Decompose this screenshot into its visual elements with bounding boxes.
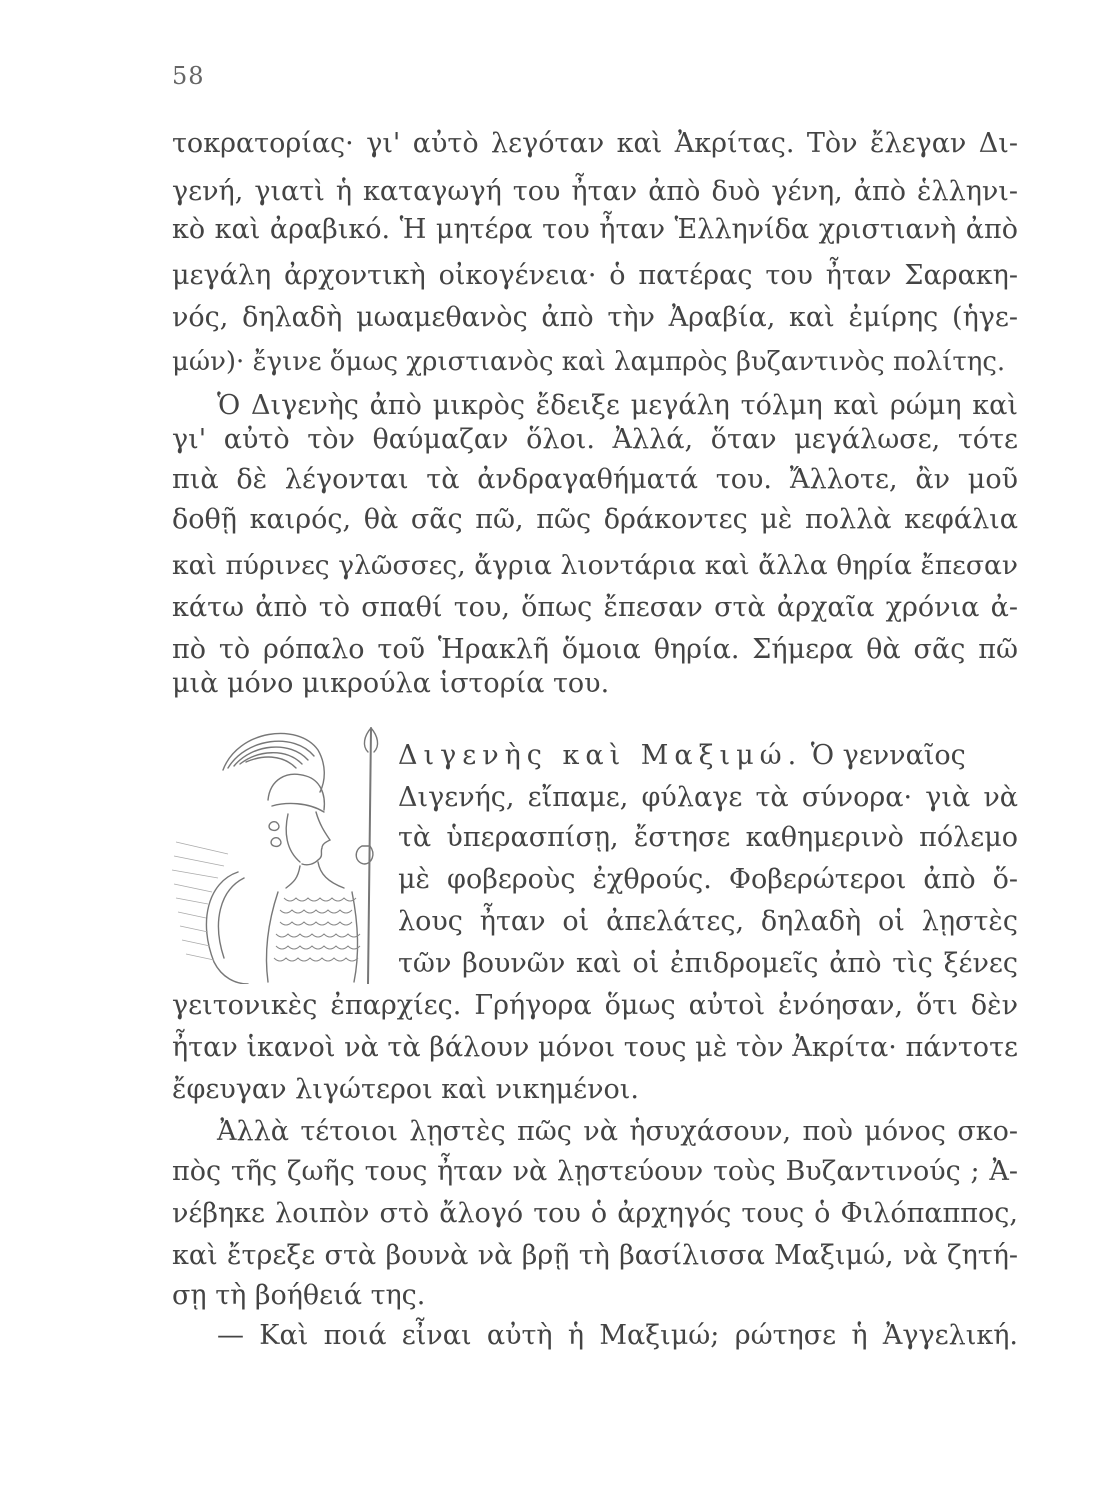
text-line: λους ἦταν οἱ ἀπελάτες, δηλαδὴ οἱ λῃστὲς: [398, 906, 1018, 937]
text-line: πὸς τῆς ζωῆς τους ἦταν νὰ λῃστεύουν τοὺς Βυζαντινούς ; Ἀ-: [172, 1156, 1018, 1187]
text-line: Διγενής, εἴπαμε, φύλαγε τὰ σύνορα· γιὰ νὰ: [398, 782, 1018, 813]
text-line: Ὁ Διγενὴς ἀπὸ μικρὸς ἔδειξε μεγάλη τόλμη καὶ ρώμη καὶ: [217, 390, 1018, 421]
text-line: τοκρατορίας· γι' αὐτὸ λεγόταν καὶ Ἀκρίτας. Τὸν ἔλεγαν Δι-: [172, 128, 1018, 159]
section-heading-line: [398, 738, 1018, 774]
text-line: γενή, γιατὶ ἡ καταγωγή του ἦταν ἀπὸ δυὸ γένη, ἀπὸ ἑλληνι-: [172, 176, 1018, 207]
text-line: ἔφευγαν λιγώτεροι καὶ νικημένοι.: [172, 1074, 639, 1105]
text-line: νός, δηλαδὴ μωαμεθανὸς ἀπὸ τὴν Ἀραβία, καὶ ἐμίρης (ἡγε-: [172, 302, 1018, 333]
text-line: νέβηκε λοιπὸν στὸ ἄλογό του ὁ ἀρχηγός τους ὁ Φιλόπαππος,: [172, 1198, 1018, 1229]
text-line: πιὰ δὲ λέγονται τὰ ἀνδραγαθήματά του. Ἄλλοτε, ἂν μοῦ: [172, 464, 1018, 495]
text-line: δοθῇ καιρός, θὰ σᾶς πῶ, πῶς δράκοντες μὲ πολλὰ κεφάλια: [172, 504, 1018, 535]
heading-line-rest: Ὁ γενναῖος: [810, 740, 966, 771]
text-line: μών)· ἔγινε ὅμως χριστιανὸς καὶ λαμπρὸς βυζαντινὸς πολίτης.: [172, 347, 1006, 377]
text-line: κάτω ἀπὸ τὸ σπαθί του, ὅπως ἔπεσαν στὰ ἀρχαῖα χρόνια ἀ-: [172, 592, 1018, 623]
text-line: μεγάλη ἀρχοντικὴ οἰκογένεια· ὁ πατέρας του ἦταν Σαρακη-: [172, 260, 1018, 291]
section-heading: Διγενὴς καὶ Μαξιμώ.: [398, 740, 803, 771]
text-line: γι' αὐτὸ τὸν θαύμαζαν ὅλοι. Ἀλλά, ὅταν μεγάλωσε, τότε: [172, 424, 1018, 455]
text-line: ἦταν ἱκανοὶ νὰ τὰ βάλουν μόνοι τους μὲ τὸν Ἀκρίτα· πάντοτε: [172, 1032, 1018, 1063]
warrior-illustration: [168, 722, 393, 984]
text-line: γειτονικὲς ἐπαρχίες. Γρήγορα ὅμως αὐτοὶ ἐνόησαν, ὅτι δὲν: [172, 990, 1018, 1021]
dialogue-line: — Καὶ ποιά εἶναι αὐτὴ ἡ Μαξιμώ; ρώτησε ἡ Ἀγγελική.: [217, 1320, 1018, 1351]
text-line: σῃ τὴ βοήθειά της.: [172, 1280, 426, 1311]
text-line: πὸ τὸ ρόπαλο τοῦ Ἡρακλῆ ὅμοια θηρία. Σήμερα θὰ σᾶς πῶ: [172, 634, 1018, 665]
text-line: Ἀλλὰ τέτοιοι λῃστὲς πῶς νὰ ἡσυχάσουν, ποὺ μόνος σκο-: [217, 1116, 1018, 1147]
text-line: μιὰ μόνο μικρούλα ἱστορία του.: [172, 668, 610, 699]
text-line: τὰ ὑπερασπίσῃ, ἔστησε καθημερινὸ πόλεμο: [398, 822, 1018, 853]
text-line: μὲ φοβεροὺς ἐχθρούς. Φοβερώτεροι ἀπὸ ὅ-: [398, 864, 1018, 895]
text-line: τῶν βουνῶν καὶ οἱ ἐπιδρομεῖς ἀπὸ τὶς ξένες: [398, 948, 1018, 979]
text-line: καὶ πύρινες γλῶσσες, ἄγρια λιοντάρια καὶ ἄλλα θηρία ἔπεσαν: [172, 550, 1018, 581]
page-number: 58: [172, 62, 205, 90]
text-line: καὶ ἔτρεξε στὰ βουνὰ νὰ βρῇ τὴ βασίλισσα Μαξιμώ, νὰ ζητή-: [172, 1240, 1018, 1271]
text-line: κὸ καὶ ἀραβικό. Ἡ μητέρα του ἦταν Ἑλληνίδα χριστιανὴ ἀπὸ: [172, 214, 1018, 245]
warrior-illustration-svg: [168, 722, 393, 984]
